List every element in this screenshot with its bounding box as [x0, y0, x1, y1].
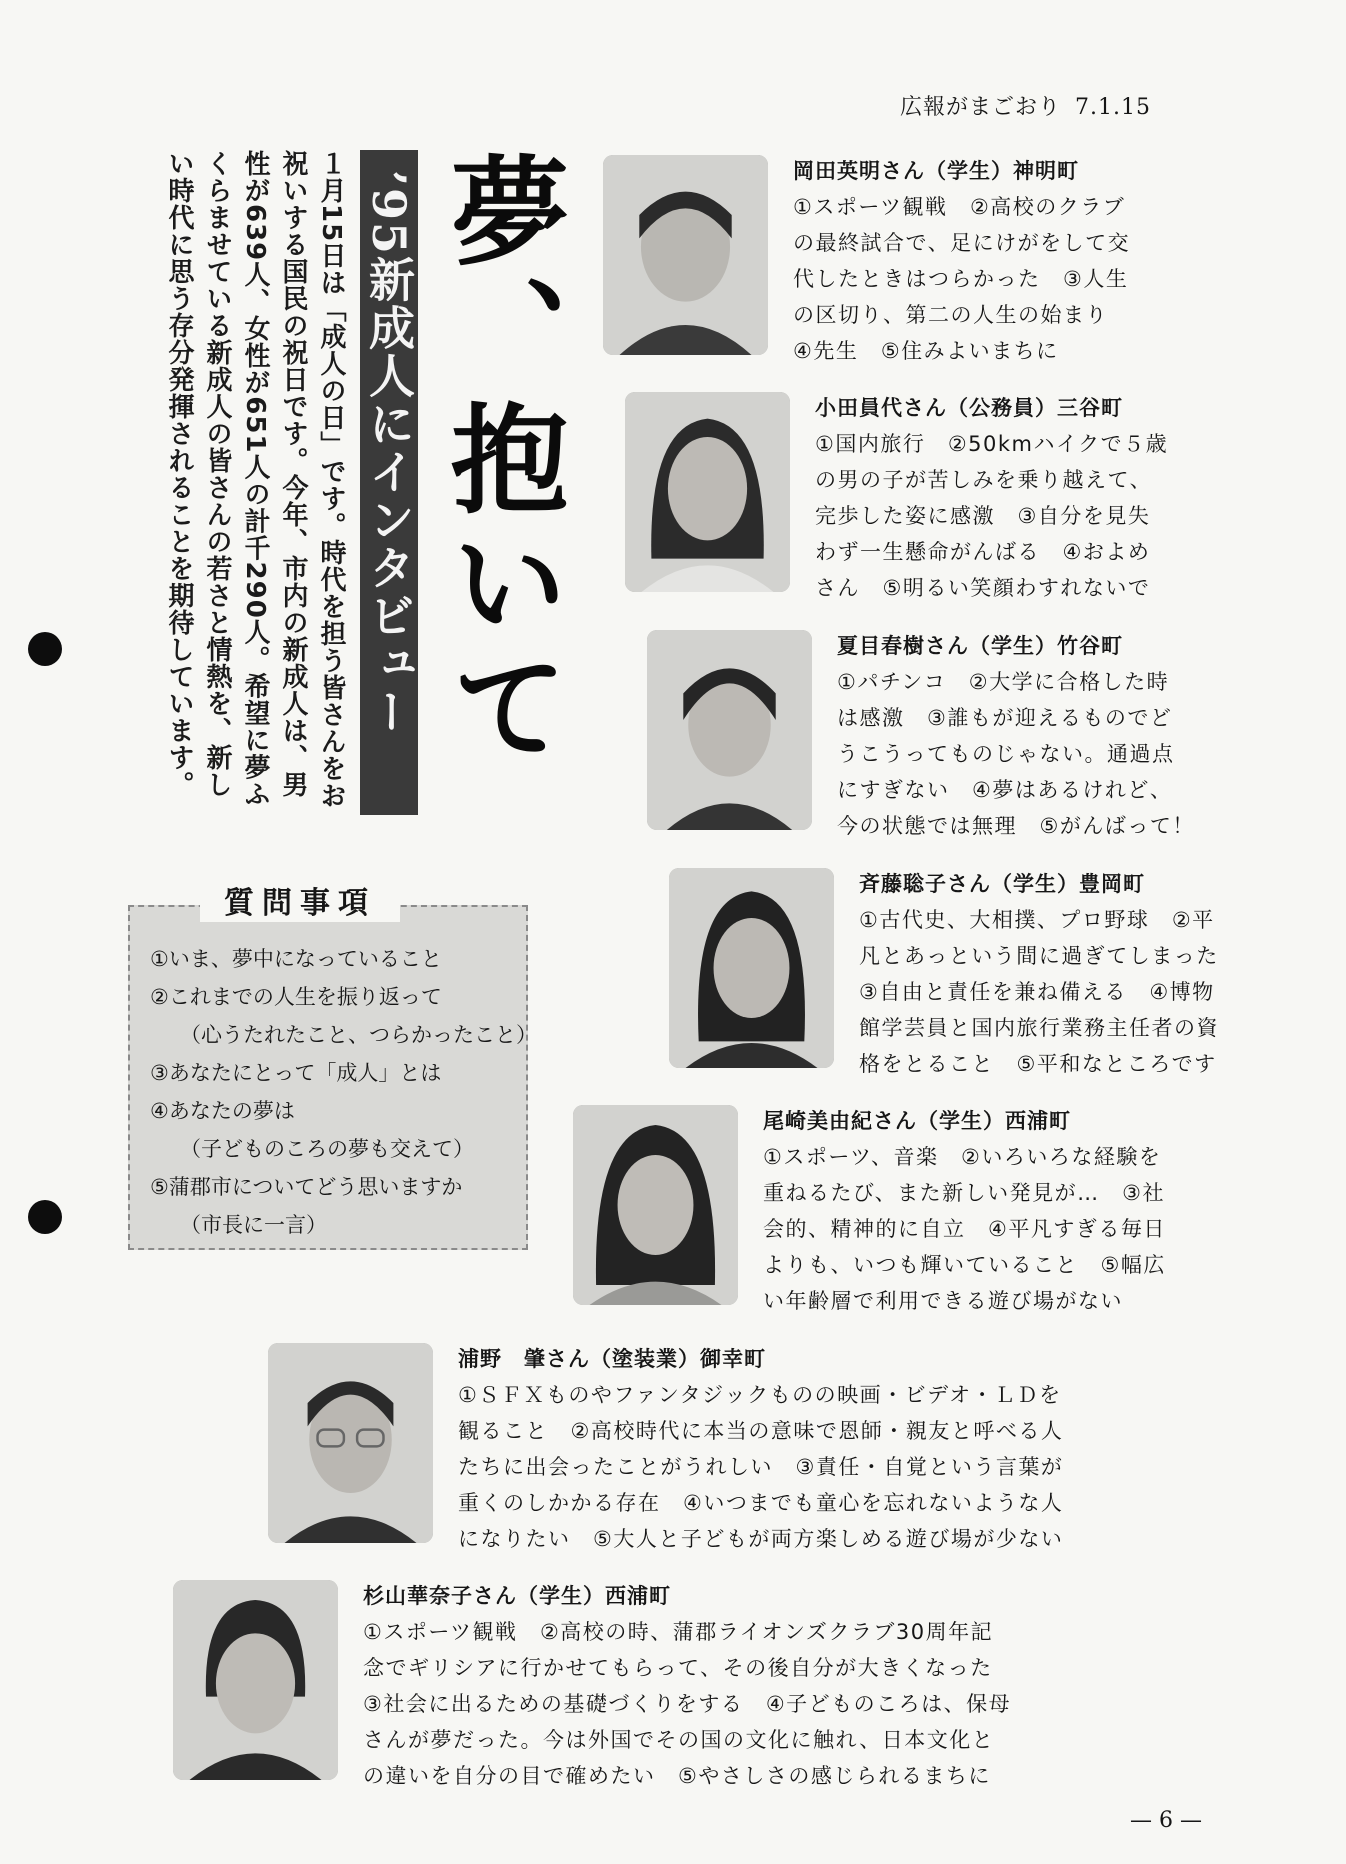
page-header: [900, 90, 1151, 121]
question-item: ⑤蒲郡市についてどう思いますか: [150, 1175, 463, 1199]
interviewee-entry: [458, 1343, 1098, 1557]
answer-line: 代したときはつらかった ③人生: [793, 267, 1129, 291]
interviewee-name: 浦野 肇さん（塗装業）御幸町: [458, 1347, 766, 1371]
question-item: ②これまでの人生を振り返って: [150, 985, 442, 1009]
page-number: — 6 —: [1130, 1808, 1202, 1833]
question-item: ①いま、夢中になっていること: [150, 947, 442, 971]
main-title: 夢、抱いて: [431, 150, 569, 770]
answer-line: わず一生懸命がんばる ④およめ: [815, 540, 1151, 564]
answer-line: の最終試合で、足にけがをして交: [793, 231, 1131, 255]
answer-line: は感激 ③誰もが迎えるものでど: [837, 706, 1173, 730]
answer-line: ③社会に出るための基礎づくりをする ④子どものころは、保母: [363, 1692, 1012, 1716]
question-note: （市長に一言）: [180, 1213, 327, 1237]
person-silhouette-icon: [647, 630, 812, 830]
person-silhouette-icon: [669, 868, 834, 1068]
interviewee-entry: [859, 868, 1259, 1082]
answer-line: 今の状態では無理 ⑤がんばって！: [837, 814, 1195, 838]
answer-line: たちに出会ったことがうれしい ③責任・自覚という言葉が: [458, 1455, 1064, 1479]
answer-line: よりも、いつも輝いていること ⑤幅広: [763, 1253, 1166, 1277]
interviewee-answers: [859, 902, 1259, 1082]
answer-line: 会的、精神的に自立 ④平凡すぎる毎日: [763, 1217, 1166, 1241]
question-note: （心うたれたこと、つらかったこと）: [180, 1023, 537, 1047]
answer-line: ④先生 ⑤住みよいまちに: [793, 339, 1059, 363]
interviewee-entry: [363, 1580, 1063, 1794]
binder-hole-icon: [28, 632, 62, 666]
person-silhouette-icon: [625, 392, 790, 592]
portrait-photo: [573, 1105, 738, 1305]
person-silhouette-icon: [173, 1580, 338, 1780]
answer-line: 重ねるたび、また新しい発見が… ③社: [763, 1181, 1165, 1205]
answer-line: ①国内旅行 ②50kmハイクで５歳: [815, 432, 1169, 456]
questions-list: [150, 940, 537, 1244]
answer-line: の区切り、第二の人生の始まり: [793, 303, 1108, 327]
answer-line: 凡とあっという間に過ぎてしまった: [859, 944, 1219, 968]
questions-title: 質問事項: [200, 878, 400, 922]
answer-line: ③自由と責任を兼ね備える ④博物: [859, 980, 1215, 1004]
interviewee-name: 岡田英明さん（学生）神明町: [793, 159, 1079, 183]
interviewee-name: 夏目春樹さん（学生）竹谷町: [837, 634, 1123, 658]
interviewee-name: 杉山華奈子さん（学生）西浦町: [363, 1584, 671, 1608]
answer-line: 格をとること ⑤平和なところです: [859, 1052, 1217, 1076]
answer-line: さんが夢だった。今は外国でその国の文化に触れ、日本文化と: [363, 1728, 995, 1752]
person-silhouette-icon: [573, 1105, 738, 1305]
question-note: （子どものころの夢も交えて）: [180, 1137, 474, 1161]
answer-line: さん ⑤明るい笑顔わすれないで: [815, 576, 1151, 600]
interviewee-name: 尾崎美由紀さん（学生）西浦町: [763, 1109, 1071, 1133]
interviewee-name: 斉藤聡子さん（学生）豊岡町: [859, 872, 1145, 896]
interviewee-entry: [763, 1105, 1233, 1319]
answer-line: ①スポーツ観戦 ②高校の時、蒲郡ライオンズクラブ30周年記: [363, 1620, 994, 1644]
interviewee-answers: [458, 1377, 1098, 1557]
interviewee-answers: [837, 664, 1237, 844]
answer-line: 完歩した姿に感激 ③自分を見失: [815, 504, 1151, 528]
answer-line: にすぎない ④夢はあるけれど、: [837, 778, 1173, 802]
person-silhouette-icon: [603, 155, 768, 355]
answer-line: ①パチンコ ②大学に合格した時: [837, 670, 1170, 694]
answer-line: ①古代史、大相撲、プロ野球 ②平: [859, 908, 1215, 932]
answer-line: 館学芸員と国内旅行業務主任者の資: [859, 1016, 1219, 1040]
publication-name: 広報がまごおり: [900, 95, 1062, 120]
portrait-photo: [647, 630, 812, 830]
answer-line: ①スポーツ観戦 ②高校のクラブ: [793, 195, 1126, 219]
answer-line: ①ＳＦＸものやファンタジックものの映画・ビデオ・ＬＤを: [458, 1383, 1062, 1407]
answer-line: い年齢層で利用できる遊び場がない: [763, 1289, 1123, 1313]
portrait-photo: [669, 868, 834, 1068]
interviewee-entry: [815, 392, 1215, 606]
binder-hole-icon: [28, 1200, 62, 1234]
answer-line: になりたい ⑤大人と子どもが両方楽しめる遊び場が少ない: [458, 1527, 1064, 1551]
intro-text: １月15日は「成人の日」です。時代を担う皆さんをお祝いする国民の祝日です。今年、市内の新成人は、男性が639人、女性が651人の計千290人。希望に夢ふくらませている新成人の皆さんの若さと情熱を、新しい時代に思う存分発揮されることを期待しています。: [164, 150, 346, 810]
person-silhouette-icon: [268, 1343, 433, 1543]
answer-line: 観ること ②高校時代に本当の意味で恩師・親友と呼べる人: [458, 1419, 1064, 1443]
answer-line: の違いを自分の目で確めたい ⑤やさしさの感じられるまちに: [363, 1764, 991, 1788]
interviewee-answers: [815, 426, 1215, 606]
subtitle: ’95新成人にインタビュー: [362, 170, 416, 737]
question-item: ④あなたの夢は: [150, 1099, 295, 1123]
issue-date: 7.1.15: [1075, 95, 1151, 120]
answer-line: ①スポーツ、音楽 ②いろいろな経験を: [763, 1145, 1162, 1169]
portrait-photo: [173, 1580, 338, 1780]
portrait-photo: [625, 392, 790, 592]
interviewee-answers: [793, 189, 1193, 369]
question-item: ③あなたにとって「成人」とは: [150, 1061, 442, 1085]
interviewee-entry: [793, 155, 1193, 369]
portrait-photo: [603, 155, 768, 355]
answer-line: 重くのしかかる存在 ④いつまでも童心を忘れないような人: [458, 1491, 1064, 1515]
answer-line: 念でギリシアに行かせてもらって、その後自分が大きくなった: [363, 1656, 993, 1680]
answer-line: の男の子が苦しみを乗り越えて、: [815, 468, 1153, 492]
interviewee-answers: [763, 1139, 1233, 1319]
interviewee-entry: [837, 630, 1237, 844]
interviewee-answers: [363, 1614, 1063, 1794]
interviewee-name: 小田員代さん（公務員）三谷町: [815, 396, 1123, 420]
answer-line: うこうってものじゃない。通過点: [837, 742, 1175, 766]
portrait-photo: [268, 1343, 433, 1543]
